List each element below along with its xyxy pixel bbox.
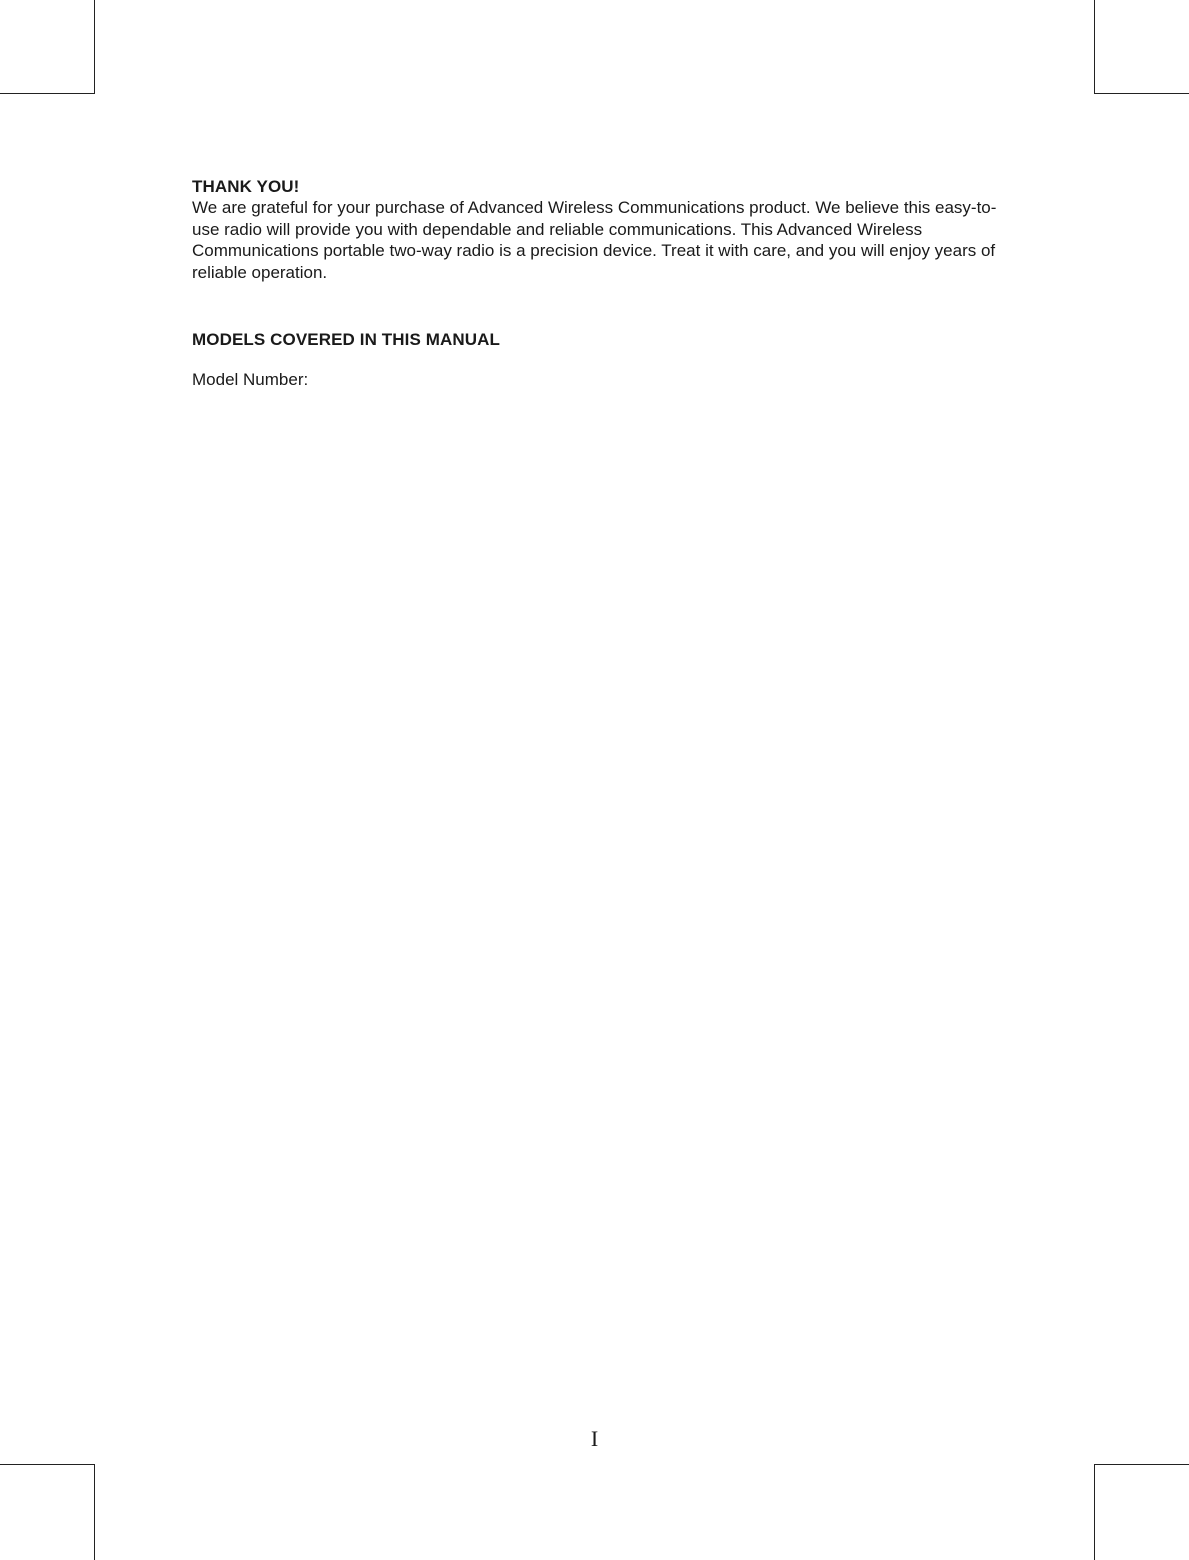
- crop-mark-top-left-vertical: [94, 0, 95, 94]
- models-heading: MODELS COVERED IN THIS MANUAL: [192, 330, 500, 349]
- crop-mark-top-right-vertical: [1094, 0, 1095, 94]
- thank-you-heading: THANK YOU!: [192, 177, 300, 196]
- page-number: I: [590, 1426, 599, 1451]
- page-content: [192, 176, 1012, 390]
- crop-mark-bottom-left-vertical: [94, 1464, 95, 1560]
- crop-mark-bottom-right-vertical: [1094, 1464, 1095, 1560]
- crop-mark-top-right-horizontal: [1094, 93, 1189, 94]
- model-number-label: Model Number:: [192, 370, 309, 389]
- crop-mark-bottom-left-horizontal: [0, 1464, 95, 1465]
- thank-you-paragraph: We are grateful for your purchase of Advanced Wireless Communications product. We believe this easy-to-use radio will provide you with dependable and reliable communications. This Advanced Wireless Communications portable two-way radio is a precision device. Treat it with care, and you will enjoy years of reliable operation.: [192, 198, 997, 282]
- crop-mark-bottom-right-horizontal: [1094, 1464, 1189, 1465]
- crop-mark-top-left-horizontal: [0, 93, 95, 94]
